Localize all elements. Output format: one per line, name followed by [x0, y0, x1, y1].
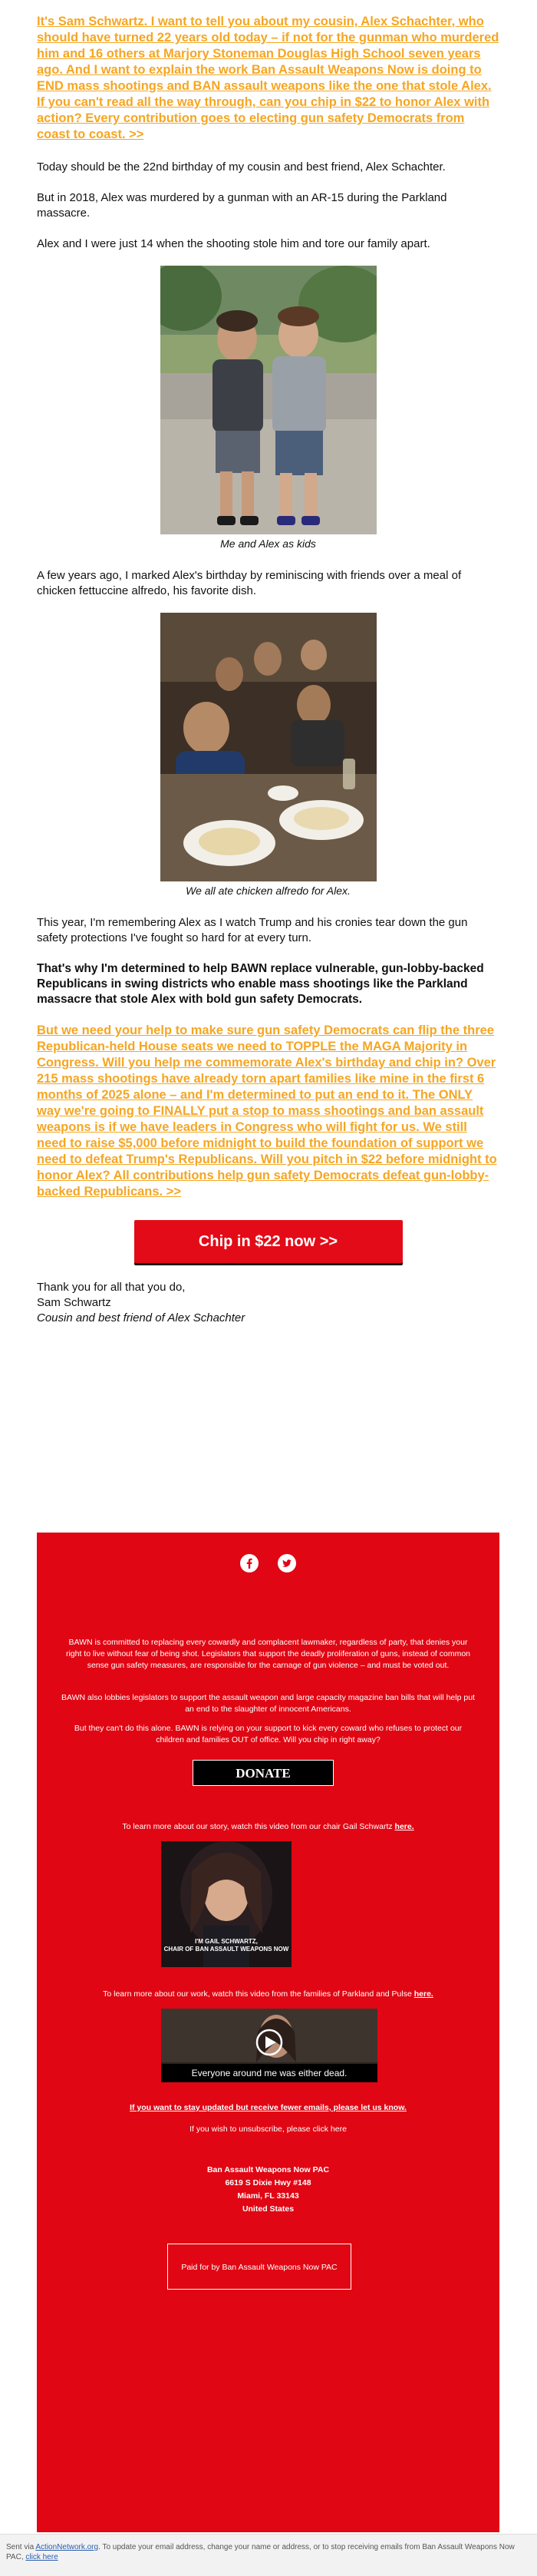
click-here-link[interactable]: click here	[25, 2553, 58, 2561]
footer	[37, 1533, 499, 2532]
footer-mission: BAWN is committed to replacing every cowardly and complacent lawmaker, regardless of party, that denies your right to live without fear of being shot. Legislators that support the deadly proliferation of guns, instead of common sense gun safety measures, are responsible for the carnage of gun violence – and must be voted out.	[65, 1638, 471, 1670]
kids-photo	[160, 266, 377, 534]
footer-lobby: BAWN also lobbies legislators to support the assault weapon and large capacity magazine ban bills that will help put an end to the slaughter of innocent Americans.	[61, 1693, 475, 1714]
bottom-bar-text	[6, 2542, 528, 2562]
video1-overlay-line2: CHAIR OF BAN ASSAULT WEAPONS NOW	[163, 1946, 289, 1953]
actionnetwork-link[interactable]: ActionNetwork.org	[35, 2543, 99, 2551]
video2-caption: Everyone around me was either dead.	[191, 2068, 348, 2078]
sent-via-text: Sent via	[6, 2543, 35, 2551]
video1-link[interactable]: here.	[394, 1822, 414, 1831]
org-addr2: Miami, FL 33143	[237, 2191, 299, 2201]
paragraph-reminiscing: A few years ago, I marked Alex's birthday by reminiscing with friends over a meal of chicken fettuccine alfredo, his favorite dish.	[37, 569, 462, 597]
paragraph-murdered: But in 2018, Alex was murdered by a gunman with an AR-15 during the Parkland massacre.	[37, 191, 447, 220]
cta-wrap	[37, 1220, 499, 1263]
twitter-icon[interactable]	[278, 1554, 296, 1572]
video1-overlay-line1: I'M GAIL SCHWARTZ,	[195, 1938, 258, 1945]
paragraph-age: Alex and I were just 14 when the shooting stole him and tore our family apart.	[37, 237, 430, 250]
video1-overlay	[161, 1938, 292, 1953]
sig-title: Cousin and best friend of Alex Schachter	[37, 1311, 245, 1324]
video1-text: To learn more about our story, watch this video from our chair Gail Schwartz	[122, 1822, 393, 1831]
video2-thumbnail[interactable]	[161, 2009, 377, 2082]
caption-dinner: We all ate chicken alfredo for Alex.	[186, 885, 351, 897]
org-addr1: 6619 S Dixie Hwy #148	[225, 2178, 311, 2187]
bottom-bar	[0, 2534, 537, 2576]
video2-intro	[60, 1989, 476, 2000]
video2-link[interactable]: here.	[413, 1989, 433, 1999]
fewer-emails-link[interactable]: If you want to stay updated but receive fewer emails, please let us know.	[130, 2103, 407, 2112]
unsubscribe-link[interactable]: If you wish to unsubscribe, please click here	[189, 2125, 347, 2134]
paragraph-trump: This year, I'm remembering Alex as I watch Trump and his cronies tear down the gun safety protections I've fought so hard for at every turn.	[37, 916, 468, 944]
chip-in-button[interactable]: Chip in $22 now >>	[134, 1220, 403, 1263]
facebook-icon[interactable]	[240, 1554, 259, 1572]
sig-thanks: Thank you for all that you do,	[37, 1281, 186, 1294]
dinner-photo	[160, 613, 377, 881]
sig-name: Sam Schwartz	[37, 1296, 111, 1309]
caption-kids: Me and Alex as kids	[220, 537, 316, 550]
org-country: United States	[242, 2204, 295, 2214]
appeal-link[interactable]: But we need your help to make sure gun safety Democrats can flip the three Republican-held House seats we need to TOPPLE the MAGA Majority in Congress. Will you help me commemorate Alex's birthday and chip in? Over 215 mass shootings have already torn apart families like mine in the first 6 months of 2025 alone – and I'm determined to put an end to it. The ONLY way we're going to FINALLY put a stop to mass shootings and ban assault weapons is if we have leaders in Congress who will fight for us. We still need to raise $5,000 before midnight to build the foundation of support we need to defeat Trump's Republicans. Will you pitch in $22 before midnight to honor Alex? All contributions help gun safety Democrats defeat gun-lobby-backed Republicans. >>	[37, 1023, 497, 1199]
paragraph-birthday: Today should be the 22nd birthday of my cousin and best friend, Alex Schachter.	[37, 160, 446, 174]
email-body	[37, 0, 499, 1326]
lead-link[interactable]: It's Sam Schwartz. I want to tell you about my cousin, Alex Schachter, who should have turned 22 years old today – if not for the gunman who murdered him and 16 others at Marjory Stoneman Douglas High School seven years ago. And I want to explain the work Ban Assault Weapons Now is doing to END mass shootings and BAN assault weapons like the one that stole Alex. If you can't read all the way through, can you chip in $22 to honor Alex with action? Every contribution goes to electing gun safety Democrats from coast to coast. >>	[37, 15, 499, 141]
video2-text: To learn more about our work, watch this video from the families of Parkland and Pulse	[103, 1989, 412, 1999]
donate-button[interactable]: DONATE	[193, 1760, 334, 1786]
signature	[37, 1280, 499, 1326]
org-name: Ban Assault Weapons Now PAC	[206, 2165, 330, 2174]
video1-intro	[60, 1821, 476, 1833]
figure-kids	[37, 266, 499, 550]
video1-thumbnail[interactable]	[161, 1841, 292, 1967]
social-links	[37, 1554, 499, 1572]
figure-dinner	[37, 613, 499, 897]
paragraph-determined: That's why I'm determined to help BAWN replace vulnerable, gun-lobby-backed Republicans in swing districts who enable mass shootings like the Parkland massacre that stole Alex with bold gun safety Democrats.	[37, 962, 484, 1006]
org-address	[60, 2164, 476, 2216]
paid-for-disclaimer: Paid for by Ban Assault Weapons Now PAC	[167, 2244, 351, 2290]
bottom-bar-rest: . To update your email address, change your name or address, or to stop receiving emails from Ban Assault Weapons Now PAC,	[6, 2543, 515, 2561]
footer-ask: But they can't do this alone. BAWN is relying on your support to kick every coward who refuses to protect our children and families OUT of office. Will you chip in right away?	[74, 1724, 463, 1744]
